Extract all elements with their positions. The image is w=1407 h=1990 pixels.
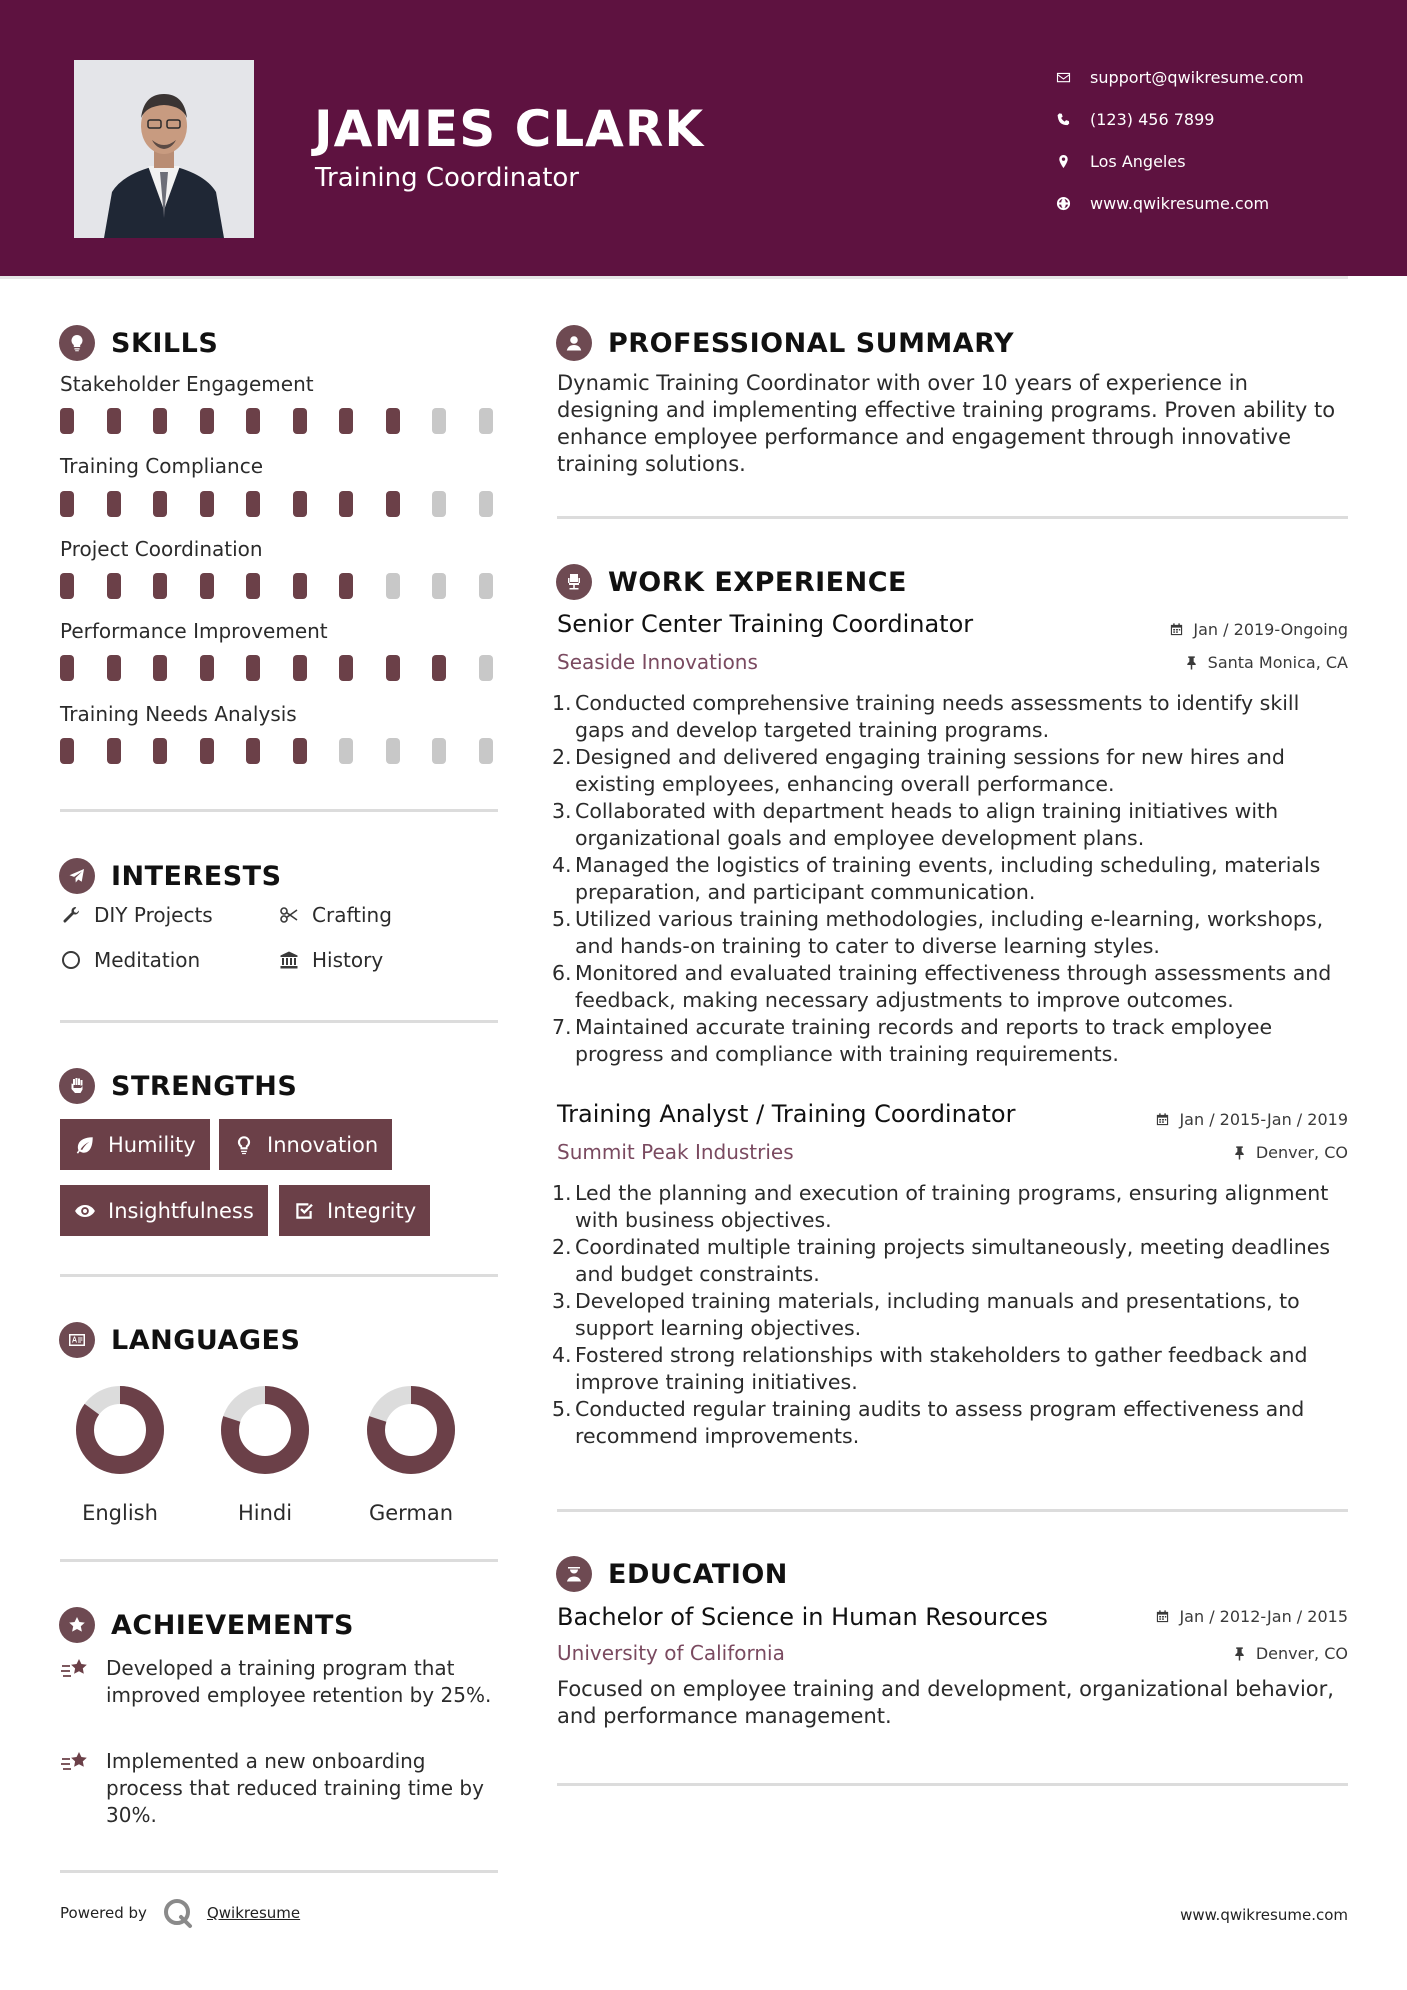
achievement-text: Implemented a new onboarding process that reduced training time by 30%. (106, 1749, 484, 1827)
language-item (65, 1385, 175, 1525)
map-pin-icon (1054, 152, 1072, 170)
job-title: Training Analyst / Training Coordinator (557, 1100, 1016, 1128)
globe-icon (1054, 194, 1072, 212)
rating-dot-filled (339, 408, 353, 434)
languages-title: LANGUAGES (111, 1324, 301, 1356)
resume-header (0, 0, 1407, 276)
skill-label: Training Compliance (60, 454, 263, 478)
rating-dot-empty (432, 491, 446, 517)
rating-dot-filled (107, 491, 121, 517)
job-location (1184, 653, 1348, 672)
strength-badge (279, 1185, 430, 1236)
rating-dot-filled (293, 738, 307, 764)
job-location-text: Denver, CO (1255, 1143, 1348, 1162)
strength-badge (60, 1119, 210, 1170)
language-donut (75, 1385, 165, 1475)
rating-dot-empty (432, 408, 446, 434)
calendar-icon (1155, 1609, 1170, 1624)
summary-title: PROFESSIONAL SUMMARY (608, 327, 1015, 359)
responsibility-item (552, 1342, 1352, 1396)
thumbtack-icon (1184, 655, 1199, 670)
thumbtack-icon (1232, 1646, 1247, 1661)
job-responsibilities (552, 690, 1352, 1068)
rating-dot-filled (153, 655, 167, 681)
interest-label: Meditation (94, 948, 201, 972)
section-divider (557, 1509, 1348, 1512)
item-number: 2. (552, 745, 572, 769)
item-number: 1. (552, 691, 572, 715)
section-divider (557, 1783, 1348, 1786)
contact-location (1054, 140, 1304, 182)
strength-label: Integrity (327, 1198, 417, 1223)
lightbulb-icon (59, 325, 95, 361)
rating-dot-filled (246, 408, 260, 434)
interest-item (278, 948, 383, 972)
school-name: University of California (557, 1641, 785, 1665)
achievements-heading (59, 1607, 354, 1643)
item-number: 5. (552, 1397, 572, 1421)
job-location (1232, 1143, 1348, 1162)
powered-by-label: Powered by (60, 1904, 147, 1922)
rating-dot-filled (386, 491, 400, 517)
contact-email[interactable] (1054, 56, 1304, 98)
language-donut (220, 1385, 310, 1475)
interest-label: History (312, 948, 384, 972)
rating-dot-filled (60, 573, 74, 599)
responsibility-item (552, 744, 1352, 798)
rating-dot-filled (200, 738, 214, 764)
education-location-text: Denver, CO (1255, 1644, 1348, 1663)
education-description: Focused on employee training and development, organizational behavior, and performance management. (557, 1677, 1334, 1728)
strengths-heading (59, 1068, 297, 1104)
responsibility-item (552, 1288, 1352, 1342)
wrench-icon (60, 904, 82, 926)
education-title: EDUCATION (608, 1558, 788, 1590)
education-dates (1155, 1607, 1348, 1626)
star-badge-icon (59, 1607, 95, 1643)
interests-title: INTERESTS (111, 860, 282, 892)
summary-text: Dynamic Training Coordinator with over 10 years of experience in designing and implementing effective training programs. Proven ability to enhance employee performance and engagement through innovative training solutions. (557, 371, 1336, 476)
envelope-icon (1054, 68, 1072, 86)
language-item (356, 1385, 466, 1525)
skill-label: Training Needs Analysis (60, 702, 297, 726)
item-number: 4. (552, 853, 572, 877)
shooting-star-icon (60, 1657, 90, 1683)
interest-item (278, 903, 392, 927)
education-location (1232, 1644, 1348, 1663)
rating-dot-empty (386, 573, 400, 599)
contact-website[interactable] (1054, 182, 1304, 224)
interest-item (60, 903, 213, 927)
job-dates (1169, 620, 1348, 639)
job-dates (1155, 1110, 1348, 1129)
strength-label: Innovation (267, 1132, 379, 1157)
contact-phone[interactable] (1054, 98, 1304, 140)
skill-rating (60, 573, 525, 599)
item-text: Conducted regular training audits to assess program effectiveness and recommend improvements. (575, 1397, 1305, 1448)
education-heading (556, 1556, 788, 1592)
rating-dot-filled (60, 491, 74, 517)
rating-dot-filled (246, 738, 260, 764)
achievement-item (60, 1748, 500, 1829)
rating-dot-filled (60, 655, 74, 681)
rating-dot-filled (293, 491, 307, 517)
rating-dot-empty (432, 573, 446, 599)
strength-label: Insightfulness (108, 1198, 254, 1223)
skill-rating (60, 738, 525, 764)
rating-dot-filled (293, 655, 307, 681)
strengths-title: STRENGTHS (111, 1070, 298, 1102)
rating-dot-filled (200, 491, 214, 517)
skill-rating (60, 491, 525, 517)
rating-dot-filled (200, 655, 214, 681)
responsibility-item (552, 852, 1352, 906)
company-name: Seaside Innovations (557, 650, 758, 674)
section-divider (557, 516, 1348, 519)
rating-dot-filled (246, 655, 260, 681)
job-responsibilities (552, 1180, 1352, 1450)
section-divider (60, 1274, 498, 1277)
candidate-title: Training Coordinator (315, 163, 579, 193)
eye-icon (74, 1200, 96, 1222)
circle-icon (60, 949, 82, 971)
candidate-name: JAMES CLARK (314, 100, 705, 158)
scissors-icon (278, 904, 300, 926)
skills-title: SKILLS (111, 327, 219, 359)
leaf-icon (74, 1134, 96, 1156)
user-circle-icon (556, 325, 592, 361)
interest-label: Crafting (312, 903, 392, 927)
item-number: 6. (552, 961, 572, 985)
rating-dot-empty (479, 408, 493, 434)
rating-dot-filled (293, 573, 307, 599)
footer-website[interactable]: www.qwikresume.com (1180, 1906, 1348, 1924)
item-number: 2. (552, 1235, 572, 1259)
rating-dot-filled (246, 491, 260, 517)
graduate-icon (556, 1556, 592, 1592)
item-text: Collaborated with department heads to align training initiatives with organizational goals and employee development plans. (575, 799, 1279, 850)
achievements-title: ACHIEVEMENTS (111, 1609, 354, 1641)
rating-dot-empty (479, 655, 493, 681)
rating-dot-filled (432, 655, 446, 681)
rating-dot-filled (153, 408, 167, 434)
rating-dot-filled (60, 408, 74, 434)
skill-label: Stakeholder Engagement (60, 372, 314, 396)
job-dates-text: Jan / 2019-Ongoing (1193, 620, 1348, 639)
interest-label: DIY Projects (94, 903, 213, 927)
rating-dot-empty (339, 738, 353, 764)
item-text: Led the planning and execution of training programs, ensuring alignment with business objectives. (575, 1181, 1329, 1232)
rating-dot-filled (153, 738, 167, 764)
rating-dot-empty (386, 738, 400, 764)
item-number: 7. (552, 1015, 572, 1039)
language-item (210, 1385, 320, 1525)
responsibility-item (552, 798, 1352, 852)
section-divider (60, 1559, 498, 1562)
rating-dot-filled (386, 655, 400, 681)
language-donut (366, 1385, 456, 1475)
company-name: Summit Peak Industries (557, 1140, 794, 1164)
skill-rating (60, 408, 525, 434)
contact-list (1054, 56, 1304, 224)
responsibility-item (552, 1234, 1352, 1288)
raised-fist-icon (59, 1068, 95, 1104)
phone-icon (1054, 110, 1072, 128)
achievement-item (60, 1655, 500, 1709)
header-divider (0, 276, 1348, 279)
rating-dot-filled (246, 573, 260, 599)
experience-title: WORK EXPERIENCE (608, 566, 907, 598)
office-chair-icon (556, 564, 592, 600)
skills-heading (59, 325, 218, 361)
strength-badge (219, 1119, 392, 1170)
rating-dot-empty (479, 573, 493, 599)
job-location-text: Santa Monica, CA (1207, 653, 1348, 672)
item-number: 4. (552, 1343, 572, 1367)
responsibility-item (552, 906, 1352, 960)
item-text: Monitored and evaluated training effectiveness through assessments and feedback, making necessary adjustments to improve outcomes. (575, 961, 1332, 1012)
skill-label: Performance Improvement (60, 619, 328, 643)
rating-dot-filled (293, 408, 307, 434)
rating-dot-filled (339, 655, 353, 681)
contact-email-text: support@qwikresume.com (1090, 67, 1304, 87)
interest-item (60, 948, 200, 972)
paper-plane-icon (59, 858, 95, 894)
rating-dot-empty (479, 738, 493, 764)
degree-title: Bachelor of Science in Human Resources (557, 1603, 1048, 1631)
item-number: 3. (552, 799, 572, 823)
item-text: Managed the logistics of training events, including scheduling, materials preparation, and participant communication. (575, 853, 1321, 904)
section-divider (60, 1870, 498, 1873)
achievement-text: Developed a training program that improved employee retention by 25%. (106, 1656, 492, 1707)
responsibility-item (552, 1014, 1352, 1068)
responsibility-item (552, 690, 1352, 744)
rating-dot-empty (479, 491, 493, 517)
responsibility-item (552, 1180, 1352, 1234)
calendar-icon (1155, 1112, 1170, 1127)
item-text: Maintained accurate training records and reports to track employee progress and compliance with training requirements. (575, 1015, 1273, 1066)
item-text: Utilized various training methodologies, including e-learning, workshops, and hands-on training to cater to diverse learning styles. (575, 907, 1324, 958)
strength-badge (60, 1185, 268, 1236)
item-text: Developed training materials, including manuals and presentations, to support learning objectives. (575, 1289, 1300, 1340)
item-text: Fostered strong relationships with stakeholders to gather feedback and improve training initiatives. (575, 1343, 1308, 1394)
rating-dot-filled (107, 655, 121, 681)
item-number: 1. (552, 1181, 572, 1205)
summary-heading (556, 325, 1014, 361)
rating-dot-empty (432, 738, 446, 764)
languages-heading (59, 1322, 300, 1358)
job-title: Senior Center Training Coordinator (557, 610, 974, 638)
section-divider (60, 809, 498, 812)
shooting-star-icon (60, 1750, 90, 1776)
section-divider (60, 1020, 498, 1023)
qwikresume-link[interactable]: Qwikresume (206, 1904, 301, 1922)
interests-heading (59, 858, 282, 894)
item-text: Coordinated multiple training projects simultaneously, meeting deadlines and budget constraints. (575, 1235, 1331, 1286)
item-text: Conducted comprehensive training needs assessments to identify skill gaps and develop targeted training programs. (575, 691, 1300, 742)
rating-dot-filled (107, 573, 121, 599)
rating-dot-filled (153, 573, 167, 599)
language-label: Hindi (237, 1501, 293, 1525)
rating-dot-filled (339, 491, 353, 517)
rating-dot-filled (107, 408, 121, 434)
language-label: German (368, 1501, 454, 1525)
item-text: Designed and delivered engaging training sessions for new hires and existing employees, enhancing overall performance. (575, 745, 1285, 796)
profile-photo (74, 60, 254, 238)
museum-icon (278, 949, 300, 971)
skill-label: Project Coordination (60, 537, 263, 561)
check-square-icon (293, 1200, 315, 1222)
rating-dot-filled (60, 738, 74, 764)
rating-dot-filled (386, 408, 400, 434)
contact-phone-text: (123) 456 7899 (1090, 109, 1215, 129)
education-dates-text: Jan / 2012-Jan / 2015 (1179, 1607, 1348, 1626)
language-label: English (82, 1501, 158, 1525)
lightbulb-icon (233, 1134, 255, 1156)
skill-rating (60, 655, 525, 681)
contact-website-text: www.qwikresume.com (1090, 193, 1270, 213)
responsibility-item (552, 1396, 1352, 1450)
rating-dot-filled (200, 573, 214, 599)
translate-icon (59, 1322, 95, 1358)
experience-heading (556, 564, 907, 600)
qwikresume-logo-icon (161, 1896, 195, 1930)
responsibility-item (552, 960, 1352, 1014)
calendar-icon (1169, 622, 1184, 637)
item-number: 3. (552, 1289, 572, 1313)
contact-location-text: Los Angeles (1090, 151, 1186, 171)
rating-dot-filled (200, 408, 214, 434)
powered-by (60, 1896, 300, 1930)
rating-dot-filled (339, 573, 353, 599)
rating-dot-filled (107, 738, 121, 764)
rating-dot-filled (153, 491, 167, 517)
job-dates-text: Jan / 2015-Jan / 2019 (1179, 1110, 1348, 1129)
item-number: 5. (552, 907, 572, 931)
strength-label: Humility (108, 1132, 196, 1157)
thumbtack-icon (1232, 1145, 1247, 1160)
